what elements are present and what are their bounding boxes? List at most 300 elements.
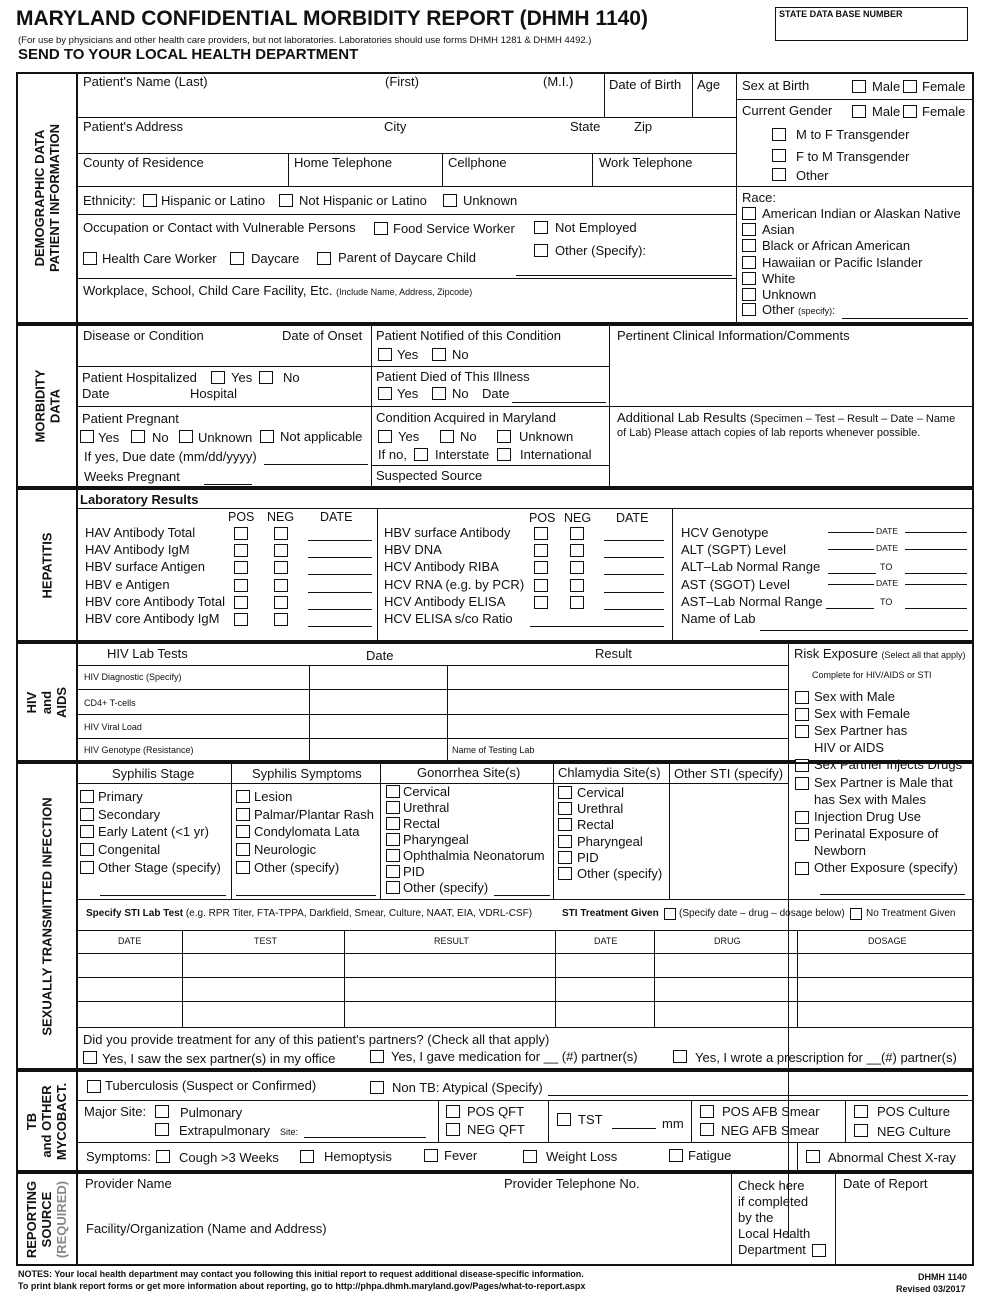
died-yes-checkbox[interactable]: [378, 387, 392, 400]
syphilis-stage-checkbox[interactable]: [80, 843, 94, 856]
syphilis-stage-checkbox[interactable]: [80, 790, 94, 803]
facility-label: Facility/Organization (Name and Address): [86, 1221, 327, 1236]
syphilis-symptom-checkbox[interactable]: [236, 843, 250, 856]
fatigue-label: Fatigue: [688, 1148, 732, 1163]
neg-culture-checkbox[interactable]: [854, 1124, 868, 1137]
hiv-row-viral-load: HIV Viral Load: [84, 722, 142, 732]
occupation-label: Occupation or Contact with Vulnerable Persons: [83, 220, 356, 235]
dob-label: Date of Birth: [609, 77, 682, 92]
gonorrhea-site-label: Cervical: [403, 784, 450, 799]
sti-treatment-checkbox[interactable]: [664, 908, 676, 920]
hep-pos-checkbox[interactable]: [234, 579, 248, 592]
not-employed-label: Not Employed: [555, 220, 637, 235]
nontb-checkbox[interactable]: [370, 1081, 384, 1094]
hep-test-label: HBV e Antigen: [85, 576, 170, 592]
hep-test-label: Name of Lab: [681, 611, 756, 626]
gonorrhea-site-checkbox[interactable]: [386, 833, 400, 846]
notified-yes-checkbox[interactable]: [378, 348, 392, 361]
hep-neg-checkbox[interactable]: [274, 544, 288, 557]
risk-option-label: Sex Partner is Male that: [814, 774, 953, 790]
hep-neg-checkbox[interactable]: [274, 561, 288, 574]
no-treatment-checkbox[interactable]: [850, 908, 862, 920]
gonorrhea-header: Gonorrhea Site(s): [417, 765, 521, 780]
syphilis-stage-header: Syphilis Stage: [112, 766, 195, 781]
chlamydia-site-checkbox[interactable]: [558, 802, 572, 815]
risk-option-label: has Sex with Males: [814, 791, 926, 807]
sti-treatment-label: STI Treatment Given: [562, 908, 659, 919]
weight-loss-checkbox[interactable]: [523, 1150, 537, 1163]
hep-date-header-1: DATE: [320, 510, 353, 524]
hiv-row-genotype: HIV Genotype (Resistance): [84, 745, 194, 755]
work-telephone-label: Work Telephone: [599, 155, 693, 170]
major-site-label: Major Site:: [84, 1104, 147, 1119]
hep-date-header-2: DATE: [616, 511, 649, 525]
notified-no-label: No: [452, 347, 469, 362]
daycare-checkbox[interactable]: [230, 252, 244, 265]
chest-xray-checkbox[interactable]: [806, 1150, 820, 1163]
acquired-yes-label: Yes: [398, 429, 420, 444]
sex-birth-female-checkbox[interactable]: [903, 80, 917, 93]
race-other-checkbox[interactable]: [742, 303, 756, 316]
risk-exposure-label: Risk Exposure (Select all that apply): [794, 646, 966, 661]
gender-other-checkbox[interactable]: [772, 168, 786, 181]
hep-neg-checkbox[interactable]: [274, 596, 288, 609]
tb-side-label: TB and OTHER MYCOBACT.: [24, 1082, 70, 1160]
gender-female-label: Female: [922, 104, 966, 119]
acquired-no-checkbox[interactable]: [440, 430, 454, 443]
lab-results-label: Laboratory Results: [80, 492, 199, 507]
partner-office-label: Yes, I saw the sex partner(s) in my office: [102, 1051, 336, 1066]
hemoptysis-label: Hemoptysis: [324, 1149, 392, 1164]
syphilis-stage-label: Congenital: [98, 842, 161, 858]
hep-pos-header-1: POS: [228, 510, 255, 524]
syphilis-symptom-checkbox[interactable]: [236, 861, 250, 874]
gonorrhea-site-label: Pharyngeal: [403, 832, 469, 847]
site-label: Site:: [280, 1127, 299, 1137]
sti-col-date: DATE: [118, 936, 142, 946]
pregnant-unknown-label: Unknown: [198, 430, 253, 445]
hep-test-label: HBV surface Antigen: [85, 559, 205, 575]
gonorrhea-site-label: Other (specify): [403, 880, 489, 895]
syphilis-stage-checkbox[interactable]: [80, 861, 94, 874]
notified-no-checkbox[interactable]: [432, 348, 446, 361]
syphilis-symptom-checkbox[interactable]: [236, 825, 250, 838]
chest-xray-label: Abnormal Chest X-ray: [828, 1150, 956, 1165]
food-service-label: Food Service Worker: [393, 221, 515, 236]
demographic-side-label: DEMOGRAPHIC DATA PATIENT INFORMATION: [32, 123, 63, 273]
hep-test-label: HCV ELISA s/co Ratio: [384, 611, 513, 626]
hep-pos-checkbox[interactable]: [234, 544, 248, 557]
ethnicity-label: Ethnicity:: [83, 193, 136, 208]
hep-date-tag: DATE: [876, 526, 899, 536]
sex-birth-male-checkbox[interactable]: [852, 80, 866, 93]
race-checkbox[interactable]: [742, 207, 756, 220]
send-to-label: SEND TO YOUR LOCAL HEALTH DEPARTMENT: [18, 46, 359, 63]
pos-qft-checkbox[interactable]: [446, 1105, 460, 1118]
syphilis-symptom-checkbox[interactable]: [236, 808, 250, 821]
died-no-checkbox[interactable]: [432, 387, 446, 400]
gender-male-checkbox[interactable]: [852, 105, 866, 118]
partners-question: Did you provide treatment for any of this patient's partners? (Check all that apply): [83, 1032, 550, 1047]
hep-neg-checkbox[interactable]: [570, 561, 584, 574]
hospitalized-label: Patient Hospitalized: [82, 370, 197, 385]
died-label: Patient Died of This Illness: [376, 369, 530, 384]
state-database-label: STATE DATA BASE NUMBER: [779, 9, 903, 19]
race-checkbox[interactable]: [742, 288, 756, 301]
risk-option-label: Sex with Female: [814, 706, 911, 722]
acquired-label: Condition Acquired in Maryland: [376, 410, 556, 425]
syphilis-stage-label: Other Stage (specify): [98, 859, 221, 875]
gender-male-label: Male: [872, 104, 901, 119]
onset-label: Date of Onset: [282, 328, 363, 343]
risk-option-label: HIV or AIDS: [814, 740, 885, 756]
hep-neg-checkbox[interactable]: [274, 527, 288, 540]
hep-pos-checkbox[interactable]: [534, 544, 548, 557]
patient-mi-label: (M.I.): [543, 74, 574, 89]
chlamydia-site-label: PID: [577, 849, 599, 865]
not-hispanic-checkbox[interactable]: [279, 194, 293, 207]
syphilis-symptom-label: Neurologic: [254, 842, 317, 858]
hep-test-label: HAV Antibody Total: [85, 525, 196, 540]
occupation-other-label: Other (Specify):: [555, 243, 647, 258]
pregnant-no-checkbox[interactable]: [131, 430, 145, 443]
additional-lab-note: of Lab) Please attach copies of lab reports whenever possible.: [617, 427, 921, 439]
sex-birth-female-label: Female: [922, 79, 966, 94]
weight-loss-label: Weight Loss: [546, 1149, 618, 1164]
hep-neg-checkbox[interactable]: [274, 613, 288, 626]
acquired-unknown-label: Unknown: [519, 429, 574, 444]
pregnant-na-label: Not applicable: [280, 429, 363, 444]
due-date-label: If yes, Due date (mm/dd/yyyy): [84, 449, 257, 464]
hep-test-label: ALT–Lab Normal Range: [681, 559, 821, 575]
pregnant-yes-label: Yes: [98, 430, 120, 445]
pos-qft-label: POS QFT: [467, 1104, 525, 1119]
sti-lab-test-label: Specify STI Lab Test (e.g. RPR Titer, FTA-TPPA, Darkfield, Smear, Culture, NAAT, EIA, VDRL-CSF): [86, 908, 533, 919]
county-label: County of Residence: [83, 155, 204, 170]
tb-checkbox[interactable]: [87, 1080, 101, 1093]
sti-col-dosage: DOSAGE: [868, 936, 907, 946]
hep-test-label: HBV surface Antibody: [384, 525, 511, 540]
hep-test-label: HBV core Antibody IgM: [85, 611, 220, 626]
ethnicity-unknown-label: Unknown: [463, 193, 518, 208]
hospitalized-yes-checkbox[interactable]: [211, 371, 225, 384]
form-title: MARYLAND CONFIDENTIAL MORBIDITY REPORT (DHMH 1140): [16, 7, 648, 30]
race-option-label: American Indian or Alaskan Native: [762, 206, 961, 221]
provider-telephone-label: Provider Telephone No.: [504, 1176, 640, 1191]
neg-qft-checkbox[interactable]: [446, 1123, 460, 1136]
syphilis-symptom-label: Condylomata Lata: [254, 824, 360, 840]
home-telephone-label: Home Telephone: [294, 155, 393, 170]
chlamydia-site-checkbox[interactable]: [558, 818, 572, 831]
hospital-date-label: Date: [82, 386, 110, 401]
form-number: DHMH 1140: [918, 1272, 968, 1282]
sti-treatment-note: (Specify date – drug – dosage below): [679, 908, 845, 919]
pregnant-na-checkbox[interactable]: [260, 430, 274, 443]
hep-to-tag: TO: [880, 562, 893, 573]
acquired-unknown-checkbox[interactable]: [497, 430, 511, 443]
reporting-side-label: REPORTING SOURCE (REQUIRED): [24, 1180, 70, 1258]
hep-pos-checkbox[interactable]: [234, 613, 248, 626]
symptoms-label: Symptoms:: [86, 1149, 152, 1164]
footer-note-1: NOTES: Your local health department may contact you following this initial report to request additional disease-specific information.: [18, 1269, 584, 1279]
hospital-name-label: Hospital: [190, 386, 237, 401]
neg-afb-label: NEG AFB Smear: [721, 1123, 820, 1138]
hiv-date-header: Date: [366, 648, 394, 663]
hep-test-label: HCV RNA (e.g. by PCR): [384, 576, 525, 592]
interstate-label: Interstate: [435, 447, 490, 462]
suspected-source-label: Suspected Source: [376, 468, 483, 483]
clinical-info-label: Pertinent Clinical Information/Comments: [617, 328, 850, 343]
fatigue-checkbox[interactable]: [669, 1149, 683, 1162]
hispanic-checkbox[interactable]: [143, 194, 157, 207]
gonorrhea-site-checkbox[interactable]: [386, 881, 400, 894]
extrapulmonary-checkbox[interactable]: [155, 1123, 169, 1136]
race-checkbox[interactable]: [742, 256, 756, 269]
form-subtitle: (For use by physicians and other health care providers, but not laboratories. Laboratories should use forms DHMH 1281 & DHMH 4492.): [18, 35, 592, 46]
neg-afb-checkbox[interactable]: [700, 1123, 714, 1136]
gonorrhea-site-checkbox[interactable]: [386, 849, 400, 862]
gonorrhea-site-label: Urethral: [403, 800, 450, 815]
state-database-number-box[interactable]: [775, 7, 968, 41]
hep-pos-checkbox[interactable]: [234, 596, 248, 609]
gonorrhea-site-label: Rectal: [403, 816, 440, 831]
hispanic-label: Hispanic or Latino: [161, 193, 266, 208]
health-care-worker-checkbox[interactable]: [83, 252, 97, 265]
gender-other-label: Other: [796, 168, 829, 183]
ethnicity-unknown-checkbox[interactable]: [443, 194, 457, 207]
interstate-checkbox[interactable]: [414, 448, 428, 461]
patient-last-name-label: Patient's Name (Last): [83, 74, 208, 89]
nontb-label: Non TB: Atypical (Specify): [392, 1080, 543, 1095]
hepatitis-side-label: HEPATITIS: [39, 532, 55, 598]
hiv-side-label: HIV and AIDS: [24, 686, 70, 718]
mm-label: mm: [662, 1116, 684, 1131]
chlamydia-site-checkbox[interactable]: [558, 867, 572, 880]
date-of-report-label: Date of Report: [843, 1176, 928, 1191]
hep-pos-checkbox[interactable]: [534, 561, 548, 574]
syphilis-symptom-checkbox[interactable]: [236, 790, 250, 803]
occupation-other-checkbox[interactable]: [534, 244, 548, 257]
hep-pos-checkbox[interactable]: [234, 561, 248, 574]
revision-date: Revised 03/2017: [896, 1284, 966, 1294]
chlamydia-site-label: Rectal: [577, 817, 614, 833]
international-checkbox[interactable]: [497, 448, 511, 461]
chlamydia-site-checkbox[interactable]: [558, 851, 572, 864]
morbidity-side-label: MORBIDITY DATA: [32, 369, 63, 443]
other-sti-header: Other STI (specify): [674, 766, 784, 781]
died-no-label: No: [452, 386, 469, 401]
syphilis-symptom-label: Palmar/Plantar Rash: [254, 806, 374, 822]
parent-daycare-checkbox[interactable]: [317, 252, 331, 265]
pregnant-no-label: No: [152, 430, 169, 445]
sti-col-result: RESULT: [434, 936, 469, 946]
age-label: Age: [697, 77, 721, 92]
race-option-label: Black or African American: [762, 238, 911, 254]
cough-checkbox[interactable]: [156, 1150, 170, 1163]
hep-test-label: ALT (SGPT) Level: [681, 542, 786, 558]
sti-col-drug: DRUG: [714, 936, 741, 946]
hep-test-label: AST (SGOT) Level: [681, 576, 790, 592]
footer-note-2: To print blank report forms or get more information about reporting, go to http://phpa.dhmh.maryland.gov/Pages/what-to-report.aspx: [18, 1281, 586, 1291]
race-checkbox[interactable]: [742, 223, 756, 236]
pregnant-unknown-checkbox[interactable]: [179, 430, 193, 443]
hep-to-tag: TO: [880, 596, 893, 607]
hep-neg-checkbox[interactable]: [570, 544, 584, 557]
hep-date-tag: DATE: [876, 577, 899, 588]
hospitalized-no-checkbox[interactable]: [259, 371, 273, 384]
syphilis-stage-checkbox[interactable]: [80, 808, 94, 821]
hiv-result-header: Result: [595, 646, 632, 661]
died-yes-label: Yes: [397, 386, 419, 401]
chlamydia-site-checkbox[interactable]: [558, 786, 572, 799]
hep-test-label: AST–Lab Normal Range: [681, 593, 823, 609]
daycare-label: Daycare: [251, 251, 300, 266]
risk-checkbox[interactable]: [795, 725, 809, 738]
gonorrhea-site-checkbox[interactable]: [386, 865, 400, 878]
risk-checkbox[interactable]: [795, 708, 809, 721]
pulmonary-label: Pulmonary: [180, 1105, 243, 1120]
weeks-pregnant-label: Weeks Pregnant: [84, 469, 180, 484]
additional-lab-label: Additional Lab Results (Specimen – Test – Result – Date – Name: [617, 410, 956, 425]
state-label: State: [570, 119, 601, 134]
zip-label: Zip: [634, 119, 653, 134]
provider-name-label: Provider Name: [85, 1176, 172, 1191]
chlamydia-site-label: Other (specify): [577, 866, 663, 881]
chlamydia-header: Chlamydia Site(s): [558, 765, 661, 780]
notified-yes-label: Yes: [397, 347, 419, 362]
partner-office-checkbox[interactable]: [83, 1051, 97, 1064]
hep-test-label: HCV Antibody ELISA: [384, 593, 506, 609]
hep-neg-checkbox[interactable]: [570, 596, 584, 609]
not-employed-checkbox[interactable]: [534, 221, 548, 234]
current-gender-label: Current Gender: [742, 103, 833, 118]
syphilis-symptoms-header: Syphilis Symptoms: [252, 766, 362, 781]
gonorrhea-site-label: Ophthalmia Neonatorum: [403, 848, 545, 863]
chlamydia-site-label: Pharyngeal: [577, 833, 643, 849]
fever-label: Fever: [444, 1148, 478, 1163]
disease-label: Disease or Condition: [83, 328, 204, 343]
neg-culture-label: NEG Culture: [877, 1124, 951, 1139]
hep-pos-checkbox[interactable]: [534, 579, 548, 592]
partner-medication-checkbox[interactable]: [370, 1050, 384, 1063]
chlamydia-site-checkbox[interactable]: [558, 835, 572, 848]
chlamydia-site-label: Cervical: [577, 785, 624, 800]
race-checkbox[interactable]: [742, 239, 756, 252]
hiv-row-cd4: CD4+ T-cells: [84, 698, 136, 708]
hep-test-label: HCV Genotype: [681, 525, 769, 540]
partner-medication-label: Yes, I gave medication for __ (#) partner(s): [391, 1049, 638, 1064]
syphilis-stage-label: Secondary: [98, 806, 161, 822]
hep-pos-header-2: POS: [529, 511, 556, 525]
f2m-checkbox[interactable]: [772, 149, 786, 162]
sex-birth-male-label: Male: [872, 79, 901, 94]
sti-side-label: SEXUALLY TRANSMITTED INFECTION: [39, 796, 55, 1036]
gonorrhea-site-checkbox[interactable]: [386, 817, 400, 830]
m2f-label: M to F Transgender: [796, 127, 910, 142]
race-checkbox[interactable]: [742, 272, 756, 285]
risk-option-label: Injection Drug Use: [814, 808, 921, 824]
race-label: Race:: [742, 190, 776, 205]
hep-test-label: HBV DNA: [384, 542, 442, 558]
partner-prescription-label: Yes, I wrote a prescription for __(#) partner(s): [695, 1050, 957, 1065]
pos-afb-checkbox[interactable]: [700, 1105, 714, 1118]
hep-pos-checkbox[interactable]: [534, 527, 548, 540]
hep-test-label: HBV core Antibody Total: [85, 593, 225, 609]
hep-neg-checkbox[interactable]: [570, 579, 584, 592]
gonorrhea-site-checkbox[interactable]: [386, 801, 400, 814]
hep-test-label: HCV Antibody RIBA: [384, 559, 499, 575]
risk-complete-note: Complete for HIV/AIDS or STI: [812, 670, 932, 680]
address-label: Patient's Address: [83, 119, 184, 134]
gonorrhea-site-label: PID: [403, 864, 425, 879]
pos-culture-checkbox[interactable]: [854, 1105, 868, 1118]
hospitalized-no-label: No: [283, 370, 300, 385]
risk-option-label: Sex Partner has: [814, 723, 908, 739]
cough-label: Cough >3 Weeks: [179, 1150, 279, 1165]
m2f-checkbox[interactable]: [772, 128, 786, 141]
gender-female-checkbox[interactable]: [903, 105, 917, 118]
hep-neg-header-1: NEG: [267, 510, 295, 524]
hospitalized-yes-label: Yes: [231, 370, 253, 385]
risk-option-label: Sex with Male: [814, 689, 895, 704]
neg-qft-label: NEG QFT: [467, 1122, 525, 1137]
pos-culture-label: POS Culture: [877, 1104, 950, 1119]
fever-checkbox[interactable]: [424, 1149, 438, 1162]
lhd-completed-checkbox[interactable]: [812, 1244, 826, 1257]
patient-first-name-label: (First): [385, 74, 419, 89]
pregnant-yes-checkbox[interactable]: [80, 430, 94, 443]
hep-neg-header-2: NEG: [564, 511, 592, 525]
pulmonary-checkbox[interactable]: [155, 1105, 169, 1118]
hemoptysis-checkbox[interactable]: [300, 1150, 314, 1163]
gonorrhea-site-checkbox[interactable]: [386, 785, 400, 798]
testing-lab-label: Name of Testing Lab: [452, 745, 535, 755]
tst-label: TST: [578, 1112, 603, 1127]
hep-pos-checkbox[interactable]: [234, 527, 248, 540]
risk-checkbox[interactable]: [795, 691, 809, 704]
acquired-yes-checkbox[interactable]: [378, 430, 392, 443]
workplace-label: Workplace, School, Child Care Facility, Etc. (Include Name, Address, Zipcode): [83, 283, 473, 298]
not-hispanic-label: Not Hispanic or Latino: [299, 193, 427, 208]
risk-option-label: Sex Partner Injects Drugs: [814, 757, 963, 773]
hep-pos-checkbox[interactable]: [534, 596, 548, 609]
partner-prescription-checkbox[interactable]: [673, 1050, 687, 1063]
international-label: International: [520, 447, 592, 462]
health-care-worker-label: Health Care Worker: [102, 251, 217, 266]
race-other-label: Other (specify):: [762, 302, 836, 317]
risk-option-label: Other Exposure (specify): [814, 860, 958, 875]
hep-neg-checkbox[interactable]: [274, 579, 288, 592]
chlamydia-site-label: Urethral: [577, 801, 624, 817]
syphilis-stage-checkbox[interactable]: [80, 825, 94, 838]
extrapulmonary-label: Extrapulmonary: [179, 1123, 271, 1138]
food-service-checkbox[interactable]: [374, 222, 388, 235]
race-option-label: White: [762, 270, 796, 286]
parent-daycare-label: Parent of Daycare Child: [338, 250, 477, 265]
notified-label: Patient Notified of this Condition: [376, 328, 561, 343]
f2m-label: F to M Transgender: [796, 149, 910, 164]
race-option-label: Unknown: [762, 287, 817, 302]
race-option-label: Asian: [762, 222, 795, 238]
syphilis-symptom-label: Lesion: [254, 789, 293, 804]
hiv-tests-header: HIV Lab Tests: [107, 646, 188, 661]
sti-col-test: TEST: [254, 936, 278, 946]
sti-col-treat-date: DATE: [594, 936, 618, 946]
tst-checkbox[interactable]: [557, 1113, 571, 1126]
hep-date-tag: DATE: [876, 543, 899, 554]
hep-neg-checkbox[interactable]: [570, 527, 584, 540]
if-no-label: If no,: [378, 447, 407, 462]
